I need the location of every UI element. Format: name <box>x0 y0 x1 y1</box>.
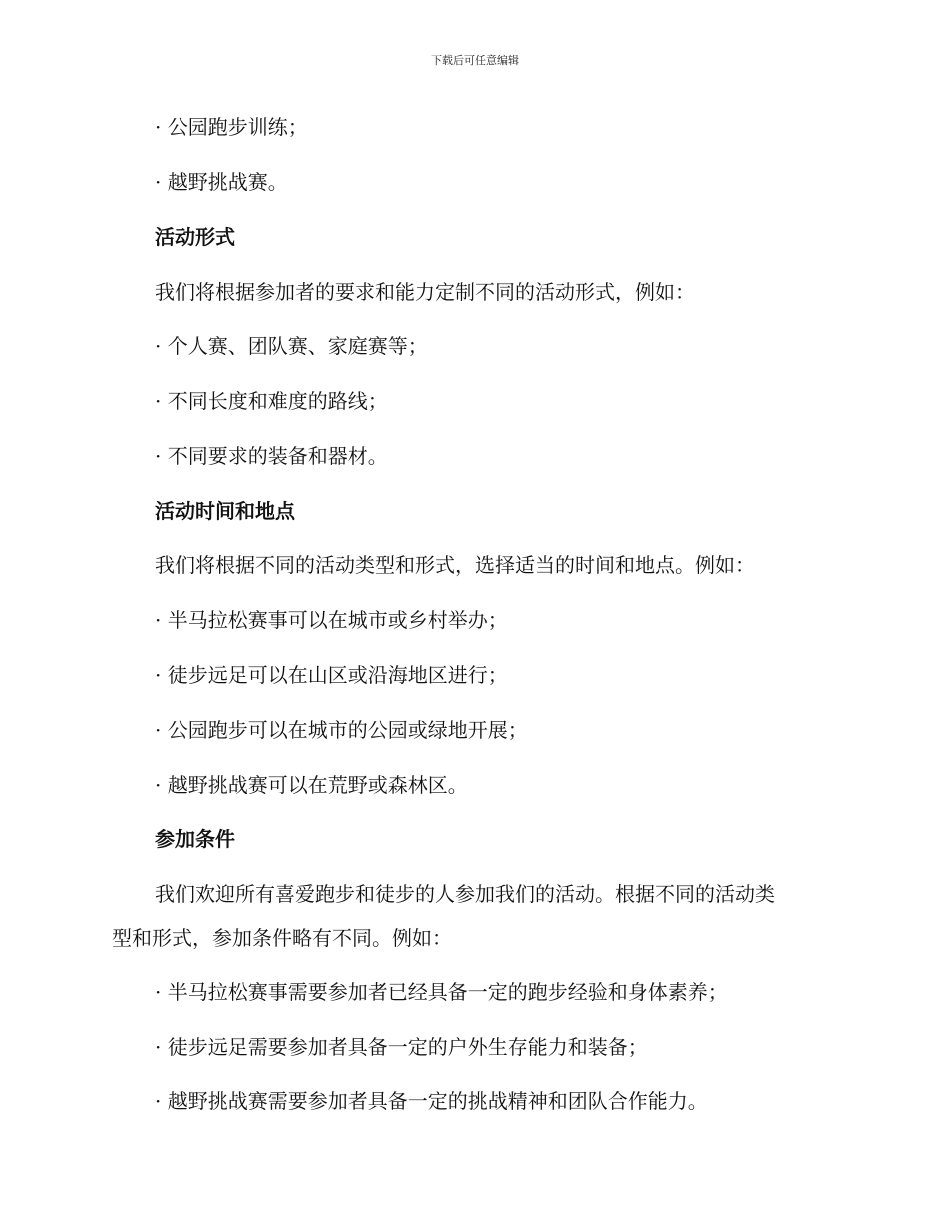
bullet-park-running-training: · 公园跑步训练； <box>155 115 308 139</box>
paragraph-conditions-line-2: 型和形式，参加条件略有不同。例如： <box>112 926 452 950</box>
heading-activity-form: 活动形式 <box>155 225 235 249</box>
bullet-half-marathon-venue: · 半马拉松赛事可以在城市或乡村举办； <box>155 608 508 632</box>
paragraph-conditions-line-1: 我们欢迎所有喜爱跑步和徒步的人参加我们的活动。根据不同的活动类 <box>155 882 775 906</box>
bullet-trail-challenge-venue: · 越野挑战赛可以在荒野或森林区。 <box>155 773 468 797</box>
heading-participation-conditions: 参加条件 <box>155 827 235 851</box>
heading-time-and-place: 活动时间和地点 <box>155 499 295 523</box>
bullet-race-types: · 个人赛、团队赛、家庭赛等； <box>155 334 428 358</box>
page-header: 下载后可任意编辑 <box>431 54 519 67</box>
bullet-half-marathon-requirements: · 半马拉松赛事需要参加者已经具备一定的跑步经验和身体素养； <box>155 980 728 1004</box>
bullet-route-lengths: · 不同长度和难度的路线； <box>155 389 388 413</box>
bullet-hiking-requirements: · 徒步远足需要参加者具备一定的户外生存能力和装备； <box>155 1035 648 1059</box>
paragraph-time-and-place: 我们将根据不同的活动类型和形式，选择适当的时间和地点。例如： <box>155 553 755 577</box>
paragraph-activity-form: 我们将根据参加者的要求和能力定制不同的活动形式，例如： <box>155 280 695 304</box>
bullet-trail-challenge: · 越野挑战赛。 <box>155 170 288 194</box>
bullet-hiking-venue: · 徒步远足可以在山区或沿海地区进行； <box>155 663 508 687</box>
bullet-park-running-venue: · 公园跑步可以在城市的公园或绿地开展； <box>155 718 528 742</box>
bullet-trail-challenge-requirements: · 越野挑战赛需要参加者具备一定的挑战精神和团队合作能力。 <box>155 1089 708 1113</box>
bullet-equipment: · 不同要求的装备和器材。 <box>155 444 388 468</box>
